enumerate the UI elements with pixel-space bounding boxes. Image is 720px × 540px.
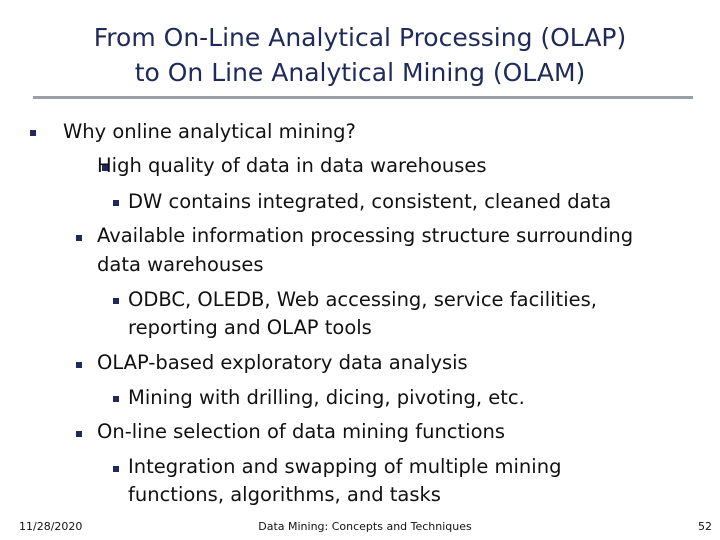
bullet-b2-sub-line1: ODBC, OLEDB, Web accessing, service facilities,: [128, 288, 597, 311]
bullet-b2-line1: Available information processing structure surrounding: [97, 224, 634, 247]
footer-date: 11/28/2020: [19, 520, 83, 533]
square-bullet-icon: [113, 200, 119, 206]
footer-title: Data Mining: Concepts and Techniques: [258, 520, 472, 533]
bullet-b2-line2: data warehouses: [97, 253, 264, 276]
title-divider: [33, 96, 693, 99]
title-line-1: From On-Line Analytical Processing (OLAP): [93, 23, 627, 52]
bullet-b3-sub: Mining with drilling, dicing, pivoting, etc.: [128, 386, 525, 409]
bullet-b1: High quality of data in data warehouses: [97, 154, 487, 177]
page-number: 52: [698, 520, 712, 533]
bullet-b3: OLAP-based exploratory data analysis: [97, 351, 468, 374]
bullet-b4-sub-line1: Integration and swapping of multiple mining: [128, 455, 562, 478]
square-bullet-icon: [30, 130, 36, 136]
title-line-2: to On Line Analytical Mining (OLAM): [134, 58, 586, 87]
square-bullet-icon: [76, 235, 82, 241]
bullet-b4-sub-line2: functions, algorithms, and tasks: [128, 483, 441, 506]
bullet-b4: On-line selection of data mining functions: [97, 420, 506, 443]
bullet-b1-sub: DW contains integrated, consistent, cleaned data: [128, 190, 612, 213]
square-bullet-icon: [76, 431, 82, 437]
bullet-l1: Why online analytical mining?: [63, 120, 356, 143]
square-bullet-icon: [113, 396, 119, 402]
square-bullet-icon: [113, 298, 119, 304]
bullet-b2-sub-line2: reporting and OLAP tools: [128, 316, 372, 339]
slide-title: [20, 20, 700, 90]
square-bullet-icon: [76, 362, 82, 368]
square-bullet-icon: [113, 466, 119, 472]
